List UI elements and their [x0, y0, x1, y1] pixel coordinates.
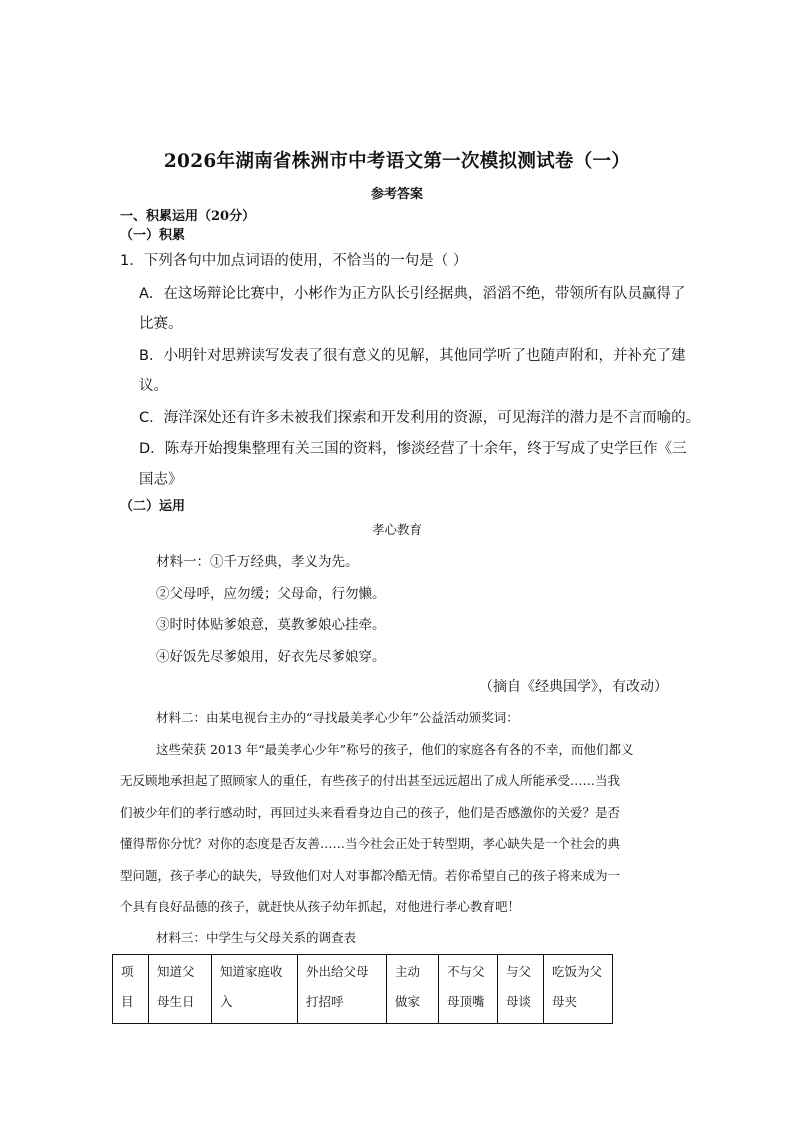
- material2-line: 懂得帮你分忧？对你的态度是否友善……当今社会正处于转型期，孝心缺失是一个社会的典: [120, 836, 621, 851]
- material3-intro: 材料三：中学生与父母关系的调查表: [156, 930, 357, 945]
- material1-line4: ④好饭先尽爹娘用，好衣先尽爹娘穿。: [156, 649, 386, 665]
- material2-line: 型问题，孩子孝心的缺失，导致他们对人对事都冷酷无情。若你希望自己的孩子将来成为一: [120, 868, 621, 883]
- table-header-cell: 知道家庭收入: [212, 955, 298, 1024]
- table-row: [113, 955, 613, 1024]
- material2-intro: 材料二：由某电视台主办的“寻找最美孝心少年”公益活动颁奖词：: [156, 710, 519, 725]
- option-d-line1: D．陈寿开始搜集整理有关三国的资料，惨淡经营了十余年，终于写成了史学巨作《三: [139, 441, 687, 457]
- passage-title: 孝心教育: [371, 522, 422, 537]
- option-d-line2: 国志》: [139, 472, 183, 488]
- subsection-heading: （一）积累: [120, 228, 186, 243]
- option-b-line2: 议。: [139, 378, 168, 394]
- table-header-cell: 主动做家: [387, 955, 439, 1024]
- material1-line1: 材料一：①千万经典，孝义为先。: [156, 554, 359, 570]
- option-c-line1: C．海洋深处还有许多未被我们探索和开发利用的资源，可见海洋的潜力是不言而喻的。: [139, 410, 701, 426]
- table-header-cell: 知道父母生日: [149, 955, 212, 1024]
- material2-line: 个具有良好品德的孩子，就赶快从孩子幼年抓起，对他进行孝心教育吧！: [120, 899, 521, 914]
- option-b-line1: B．小明针对思辨读写发表了很有意义的见解，其他同学听了也随声附和，并补充了建: [139, 348, 686, 364]
- table-header-cell: 不与父母顶嘴: [439, 955, 498, 1024]
- material2-line: 们被少年们的孝行感动时，再回过头来看看身边自己的孩子，他们是否感激你的关爱？是否: [120, 805, 621, 820]
- material2-line: 无反顾地承担起了照顾家人的重任，有些孩子的付出甚至远远超出了成人所能承受……当我: [120, 773, 621, 788]
- option-a-line1: A．在这场辩论比赛中，小彬作为正方队长引经据典，滔滔不绝，带领所有队员赢得了: [139, 286, 686, 302]
- section-heading: 一、积累运用（20分）: [120, 209, 256, 224]
- survey-table: [112, 954, 613, 1024]
- table-header-cell: 与父母谈: [498, 955, 544, 1024]
- table-header-cell: 外出给父母打招呼: [298, 955, 387, 1024]
- material1-line2: ②父母呼，应勿缓；父母命，行勿懒。: [156, 586, 386, 602]
- page-title: 2026年湖南省株洲市中考语文第一次模拟测试卷（一）: [163, 151, 631, 172]
- table-header-cell: 吃饭为父母夹: [544, 955, 613, 1024]
- material2-line: 这些荣获 2013 年“最美孝心少年”称号的孩子，他们的家庭各有各的不幸，而他们都义: [156, 742, 634, 757]
- question-stem: 1．下列各句中加点词语的使用，不恰当的一句是（ ）: [120, 253, 468, 269]
- material1-line3: ③时时体贴爹娘意，莫教爹娘心挂牵。: [156, 617, 386, 633]
- page-subtitle: 参考答案: [370, 187, 423, 202]
- table-header-cell: 项目: [113, 955, 149, 1024]
- material1-source: （摘自《经典国学》，有改动）: [479, 679, 668, 695]
- subsection-heading: （二）运用: [120, 499, 186, 514]
- option-a-line2: 比赛。: [139, 316, 183, 332]
